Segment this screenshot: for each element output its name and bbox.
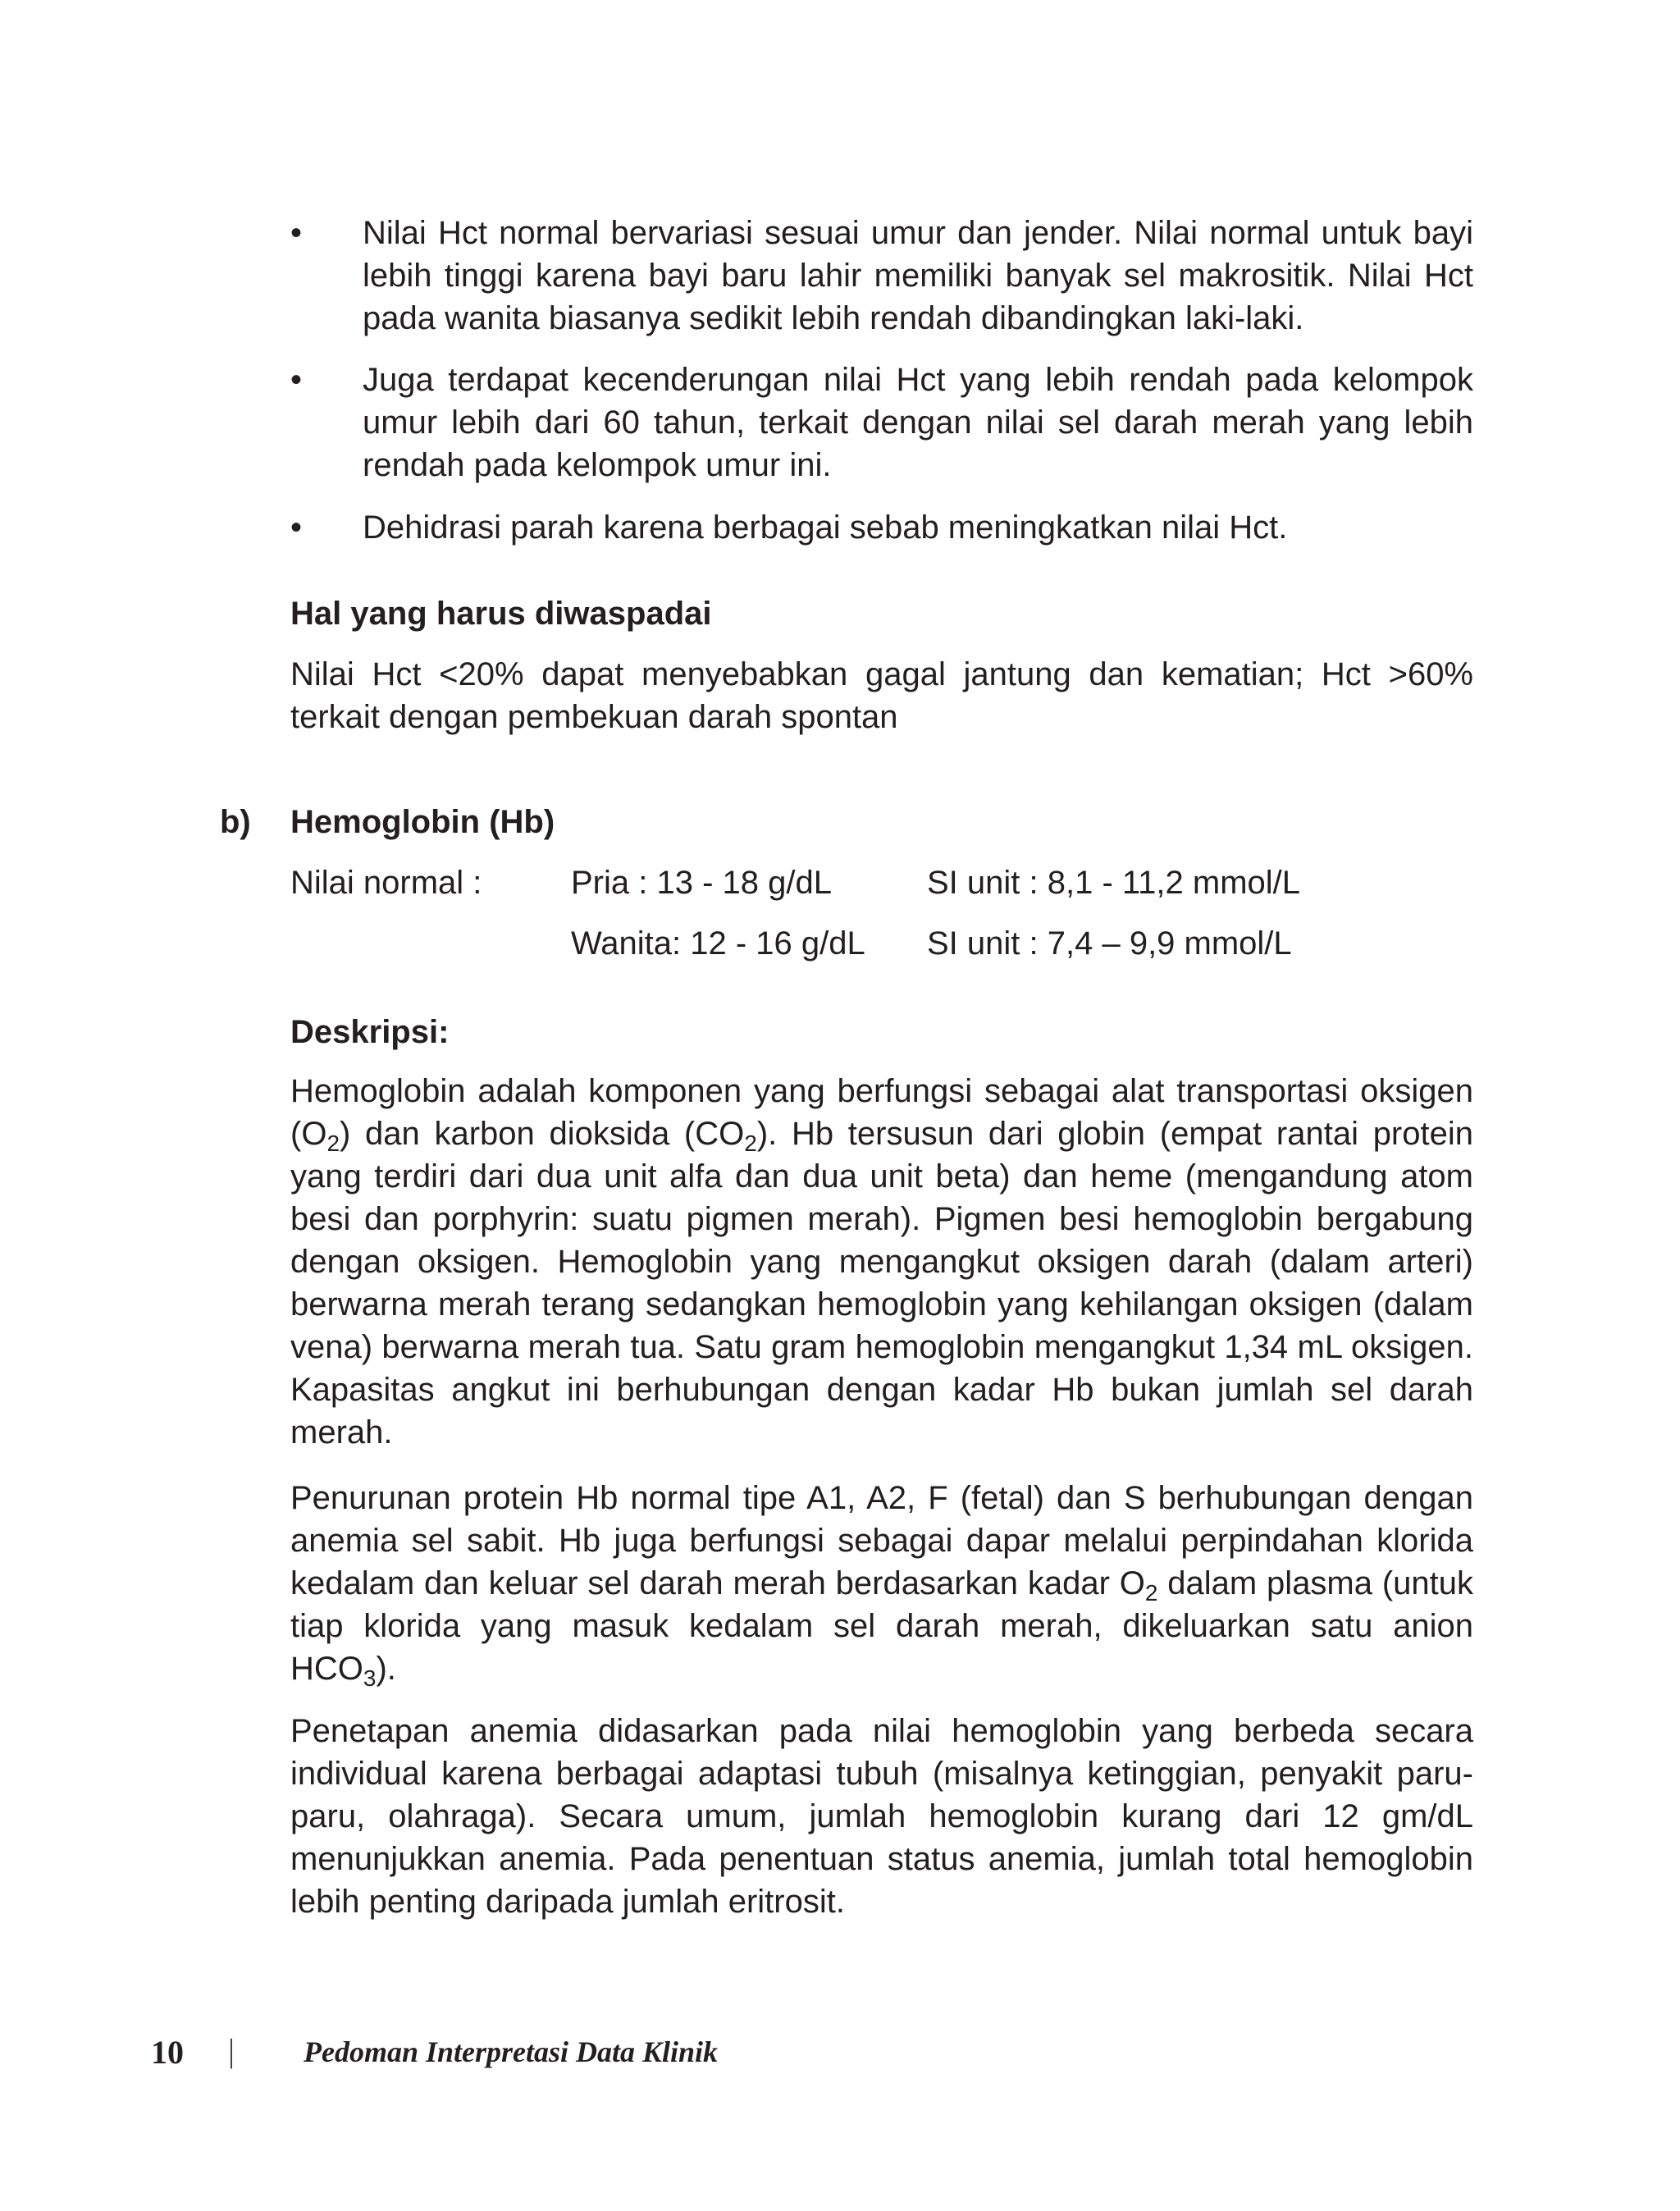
section-label: b) — [220, 804, 251, 840]
bullet-item — [290, 506, 1473, 549]
female-range: Wanita: 12 - 16 g/dL — [571, 925, 865, 962]
description-heading: Deskripsi: — [290, 1014, 450, 1050]
page-number: 10 — [151, 2034, 184, 2071]
book-title: Pedoman Interpretasi Data Klinik — [304, 2035, 719, 2068]
footer-separator: | — [228, 2032, 235, 2069]
bullet-text: Dehidrasi parah karena berbagai sebab meningkatkan nilai Hct. — [363, 509, 1288, 546]
bullet-item — [290, 212, 1473, 340]
warning-text: Nilai Hct <20% dapat menyebabkan gagal jantung dan kematian; Hct >60% terkait dengan pembekuan darah spontan — [290, 656, 1473, 735]
description-paragraph-3: Penetapan anemia didasarkan pada nilai hemoglobin yang berbeda secara individual karena berbagai adaptasi tubuh (misalnya ketinggian, penyakit paru-paru, olahraga). Secara umum, jumlah hemoglobin kurang dari 12 gm/dL menunjukkan anemia. Pada penentuan status anemia, jumlah total hemoglobin lebih penting daripada jumlah eritrosit. — [290, 1713, 1473, 1920]
female-si-unit: SI unit : 7,4 – 9,9 mmol/L — [927, 925, 1292, 962]
normal-value-label: Nilai normal : — [290, 865, 482, 901]
male-si-unit: SI unit : 8,1 - 11,2 mmol/L — [927, 865, 1301, 901]
bullet-item — [290, 359, 1473, 487]
male-range: Pria : 13 - 18 g/dL — [571, 865, 832, 901]
bullet-dot: • — [290, 362, 303, 398]
warning-heading: Hal yang harus diwaspadai — [290, 596, 712, 632]
bullet-dot: • — [290, 509, 303, 546]
description-paragraph-1: Hemoglobin adalah komponen yang berfungsi sebagai alat transportasi oksigen $(O_2)$ dan karbon dioksida $(CO_2)$. Hb tersusun dari globin (empat rantai protein yang terdiri dari dua unit alfa dan dua unit beta) dan heme (mengandung atom besi dan porphyrin: suatu pigmen merah). Pigmen besi hemoglobin bergabung dengan oksigen. Hemoglobin yang mengangkut oksigen darah (dalam arteri) berwarna merah terang sedangkan hemoglobin yang kehilangan oksigen (dalam vena) berwarna merah tua. Satu gram hemoglobin mengangkut 1,34 mL oksigen. Kapasitas angkut ini berhubungan dengan kadar Hb bukan jumlah sel darah merah. — [290, 1073, 1473, 1450]
bullet-text: Juga terdapat kecenderungan nilai Hct yang lebih rendah pada kelompok umur lebih dari 60 tahun, terkait dengan nilai sel darah merah yang lebih rendah pada kelompok umur ini. — [363, 362, 1473, 483]
bullet-dot: • — [290, 215, 303, 251]
description-paragraph-2: Penurunan protein Hb normal tipe A1, A2, F (fetal) dan S berhubungan dengan anemia sel sabit. Hb juga berfungsi sebagai dapar melalui perpindahan klorida kedalam dan keluar sel darah merah berdasarkan kadar $O_2$ dalam plasma (untuk tiap klorida yang masuk kedalam sel darah merah, dikeluarkan satu anion $HCO_3$). — [290, 1480, 1474, 1691]
bullet-text: Nilai Hct normal bervariasi sesuai umur dan jender. Nilai normal untuk bayi lebih tinggi karena bayi baru lahir memiliki banyak sel makrositik. Nilai Hct pada wanita biasanya sedikit lebih rendah dibandingkan laki-laki. — [363, 215, 1473, 336]
section-title: Hemoglobin (Hb) — [290, 804, 555, 840]
